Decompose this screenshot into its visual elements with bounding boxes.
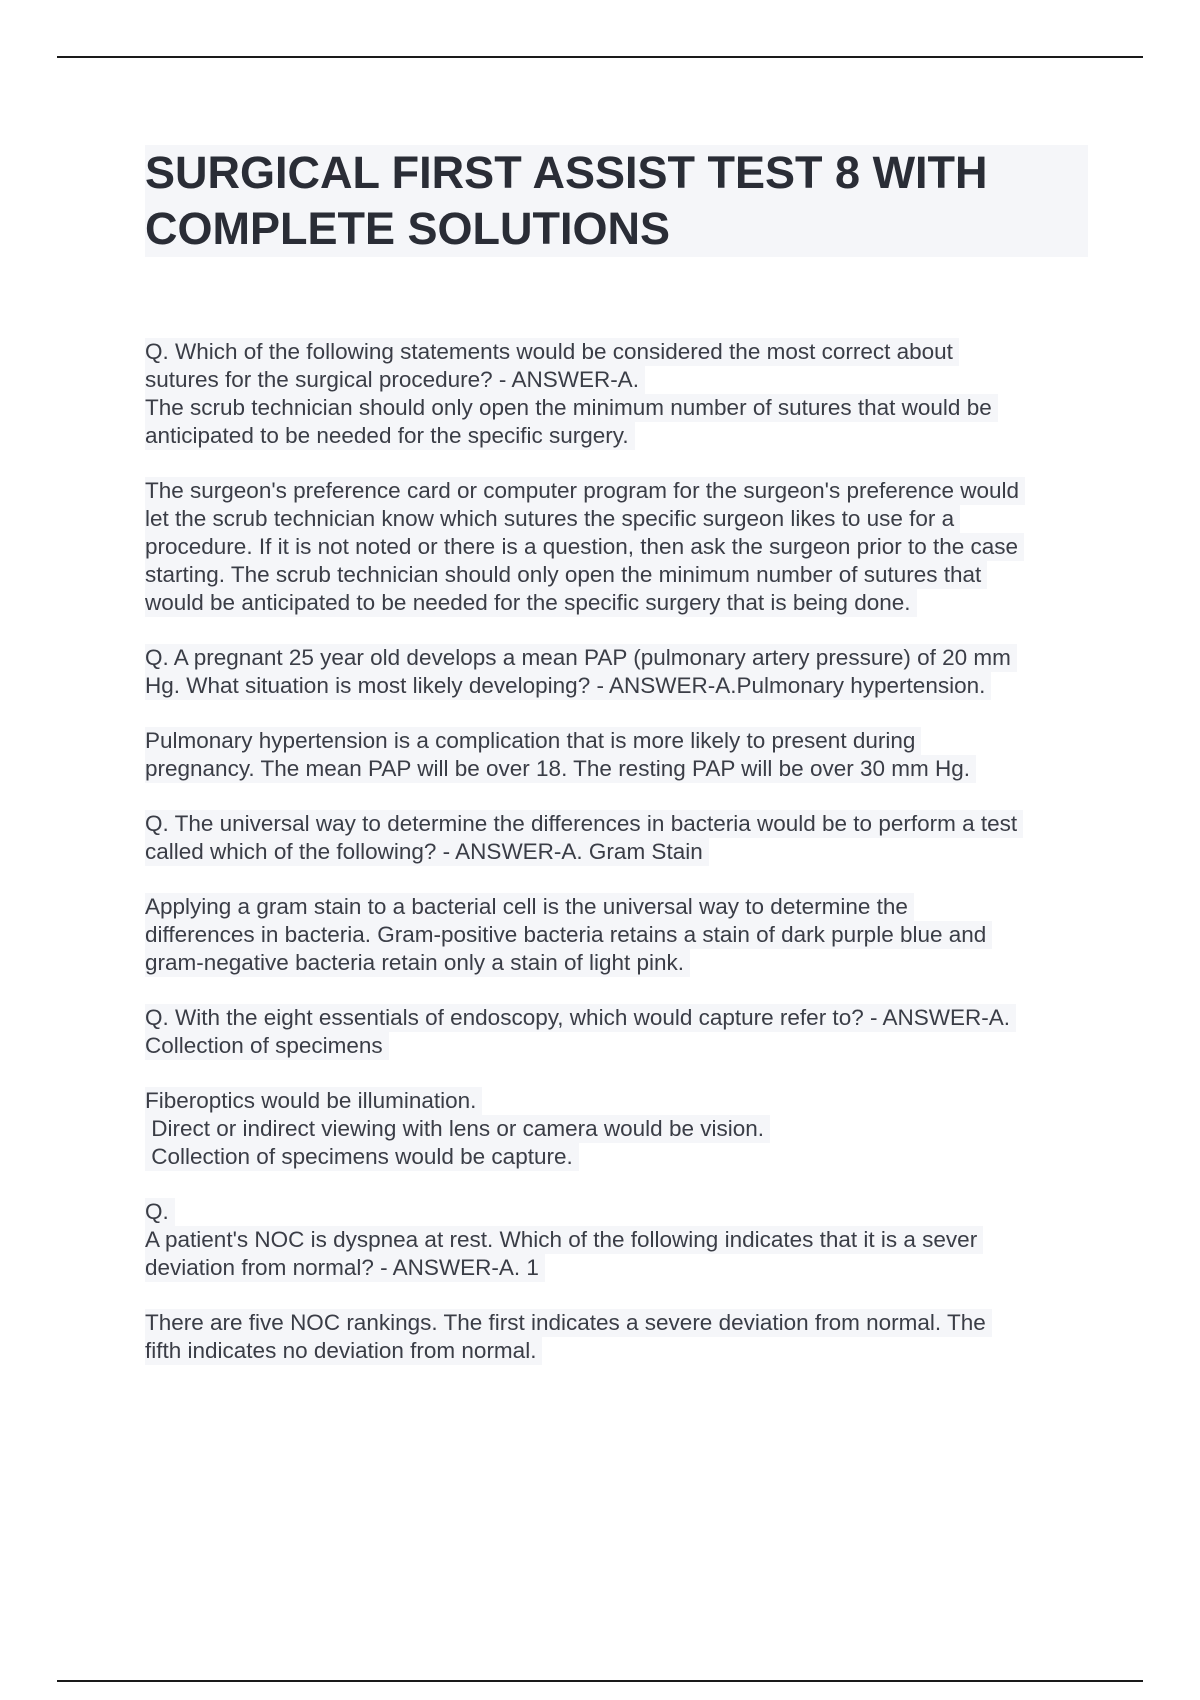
text-line-content: starting. The scrub technician should only open the minimum number of sutures that: [145, 561, 987, 589]
text-line: [145, 477, 1095, 505]
text-line: [145, 589, 1095, 617]
text-line-content: Q. A pregnant 25 year old develops a mean PAP (pulmonary artery pressure) of 20 mm: [145, 644, 1017, 672]
text-line: [145, 1115, 1095, 1143]
text-line-content: There are five NOC rankings. The first indicates a severe deviation from normal. The: [145, 1309, 992, 1337]
paragraph: [145, 644, 1095, 700]
text-line-content: deviation from normal? - ANSWER-A. 1: [145, 1254, 545, 1282]
text-line-content: would be anticipated to be needed for the specific surgery that is being done.: [145, 589, 917, 617]
text-line: [145, 1004, 1095, 1032]
text-line-content: Q.: [145, 1198, 175, 1226]
text-line: [145, 394, 1095, 422]
text-line: [145, 949, 1095, 977]
text-line: [145, 810, 1095, 838]
text-line: [145, 1309, 1095, 1337]
text-line: [145, 893, 1095, 921]
text-line: [145, 755, 1095, 783]
paragraph: [145, 477, 1095, 617]
paragraph: [145, 1309, 1095, 1365]
text-line-content: Q. The universal way to determine the differences in bacteria would be to perform a test: [145, 810, 1023, 838]
text-line-content: Applying a gram stain to a bacterial cell is the universal way to determine the: [145, 893, 914, 921]
text-line: [145, 838, 1095, 866]
text-line: [145, 727, 1095, 755]
text-line-content: differences in bacteria. Gram-positive bacteria retains a stain of dark purple blue and: [145, 921, 992, 949]
text-line-content: Collection of specimens: [145, 1032, 389, 1060]
text-line-content: Collection of specimens would be capture.: [145, 1143, 579, 1171]
paragraph: [145, 1087, 1095, 1171]
document-title: [145, 145, 1088, 257]
text-line: [145, 1337, 1095, 1365]
text-line-content: The surgeon's preference card or computer program for the surgeon's preference would: [145, 477, 1025, 505]
paragraph: [145, 1198, 1095, 1282]
text-line-content: Direct or indirect viewing with lens or camera would be vision.: [145, 1115, 770, 1143]
title-line-2: COMPLETE SOLUTIONS: [145, 203, 671, 254]
text-line: [145, 338, 1095, 366]
text-line-content: Pulmonary hypertension is a complication that is more likely to present during: [145, 727, 921, 755]
text-line: [145, 1254, 1095, 1282]
text-line: [145, 533, 1095, 561]
text-line: [145, 561, 1095, 589]
text-line: [145, 1198, 1095, 1226]
paragraph: [145, 338, 1095, 450]
text-line-content: Q. Which of the following statements would be considered the most correct about: [145, 338, 959, 366]
paragraph: [145, 727, 1095, 783]
paragraph: [145, 810, 1095, 866]
text-line-content: A patient's NOC is dyspnea at rest. Which of the following indicates that it is a sever: [145, 1226, 983, 1254]
text-line-content: procedure. If it is not noted or there is a question, then ask the surgeon prior to the case: [145, 533, 1024, 561]
text-line: [145, 1143, 1095, 1171]
text-line: [145, 1087, 1095, 1115]
paragraph: [145, 1004, 1095, 1060]
text-line: [145, 921, 1095, 949]
paragraph: [145, 893, 1095, 977]
text-line: [145, 422, 1095, 450]
top-divider: [57, 56, 1143, 58]
bottom-divider: [57, 1680, 1143, 1682]
text-line-content: gram-negative bacteria retain only a stain of light pink.: [145, 949, 690, 977]
text-line-content: called which of the following? - ANSWER-A. Gram Stain: [145, 838, 709, 866]
text-line: [145, 672, 1095, 700]
text-line-content: sutures for the surgical procedure? - ANSWER-A.: [145, 366, 645, 394]
text-line-content: fifth indicates no deviation from normal.: [145, 1337, 542, 1365]
text-line-content: Fiberoptics would be illumination.: [145, 1087, 482, 1115]
title-line-1: SURGICAL FIRST ASSIST TEST 8 WITH: [145, 147, 988, 198]
text-line: [145, 505, 1095, 533]
text-line-content: anticipated to be needed for the specific surgery.: [145, 422, 635, 450]
text-line: [145, 1226, 1095, 1254]
text-line: [145, 366, 1095, 394]
text-line-content: Q. With the eight essentials of endoscopy, which would capture refer to? - ANSWER-A.: [145, 1004, 1016, 1032]
document-body: [145, 338, 1095, 1392]
text-line-content: The scrub technician should only open the minimum number of sutures that would be: [145, 394, 998, 422]
text-line-content: pregnancy. The mean PAP will be over 18. The resting PAP will be over 30 mm Hg.: [145, 755, 976, 783]
text-line-content: let the scrub technician know which sutures the specific surgeon likes to use for a: [145, 505, 960, 533]
text-line: [145, 644, 1095, 672]
text-line-content: Hg. What situation is most likely developing? - ANSWER-A.Pulmonary hypertension.: [145, 672, 991, 700]
text-line: [145, 1032, 1095, 1060]
